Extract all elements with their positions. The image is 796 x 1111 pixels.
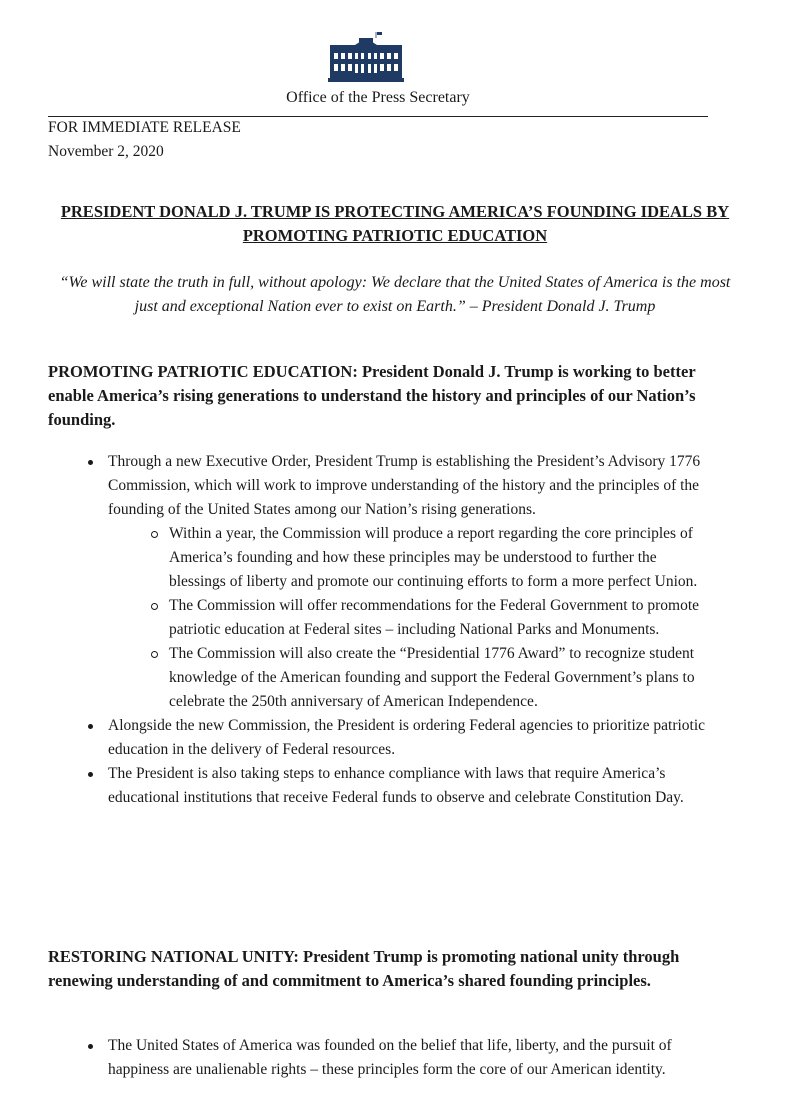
sub-bullet-list [108, 522, 714, 714]
sub-list-item: The Commission will also create the “Presidential 1776 Award” to recognize student knowledge of the American founding and support the Federal Government’s plans to celebrate the 250th anniversary of American Independence. [169, 642, 714, 714]
list-item: The President is also taking steps to enhance compliance with laws that require America’s educational institutions that receive Federal funds to observe and celebrate Constitution Day. [108, 762, 714, 810]
white-house-icon [328, 30, 404, 82]
sub-list-item: Within a year, the Commission will produce a report regarding the core principles of America’s founding and how these principles may be understood to further the blessings of liberty and promote our continuing efforts to form a more perfect Union. [169, 522, 714, 594]
press-release-headline: PRESIDENT DONALD J. TRUMP IS PROTECTING AMERICA’S FOUNDING IDEALS BY PROMOTING PATRIOTIC EDUCATION [60, 202, 730, 245]
list-item [108, 450, 714, 714]
release-date: November 2, 2020 [48, 143, 164, 160]
list-item: Alongside the new Commission, the President is ordering Federal agencies to prioritize patriotic education in the delivery of Federal resources. [108, 714, 714, 762]
sub-list-item: The Commission will offer recommendations for the Federal Government to promote patriotic education at Federal sites – including National Parks and Monuments. [169, 594, 714, 642]
bullet-list [108, 1034, 714, 1082]
release-label: FOR IMMEDIATE RELEASE [48, 119, 241, 136]
section-heading: RESTORING NATIONAL UNITY: President Trump is promoting national unity through renewing understanding of and commitment to America’s shared founding principles. [48, 947, 680, 990]
section-heading: PROMOTING PATRIOTIC EDUCATION: President Donald J. Trump is working to better enable America’s rising generations to understand the history and principles of our Nation’s founding. [48, 362, 696, 429]
office-title: Office of the Press Secretary [286, 89, 470, 106]
bullet-list [108, 450, 714, 810]
list-item: The United States of America was founded on the belief that life, liberty, and the pursuit of happiness are unalienable rights – these principles form the core of our American identity. [108, 1034, 714, 1082]
president-quote: “We will state the truth in full, without apology: We declare that the United States of America is the most just and exceptional Nation ever to exist on Earth.” – President Donald J. Trump [59, 274, 731, 315]
bullet-text: Through a new Executive Order, President Trump is establishing the President’s Advisory 1776 Commission, which will work to improve understanding of the history and the principles of the founding of the United States among our Nation’s rising generations. [108, 453, 701, 518]
